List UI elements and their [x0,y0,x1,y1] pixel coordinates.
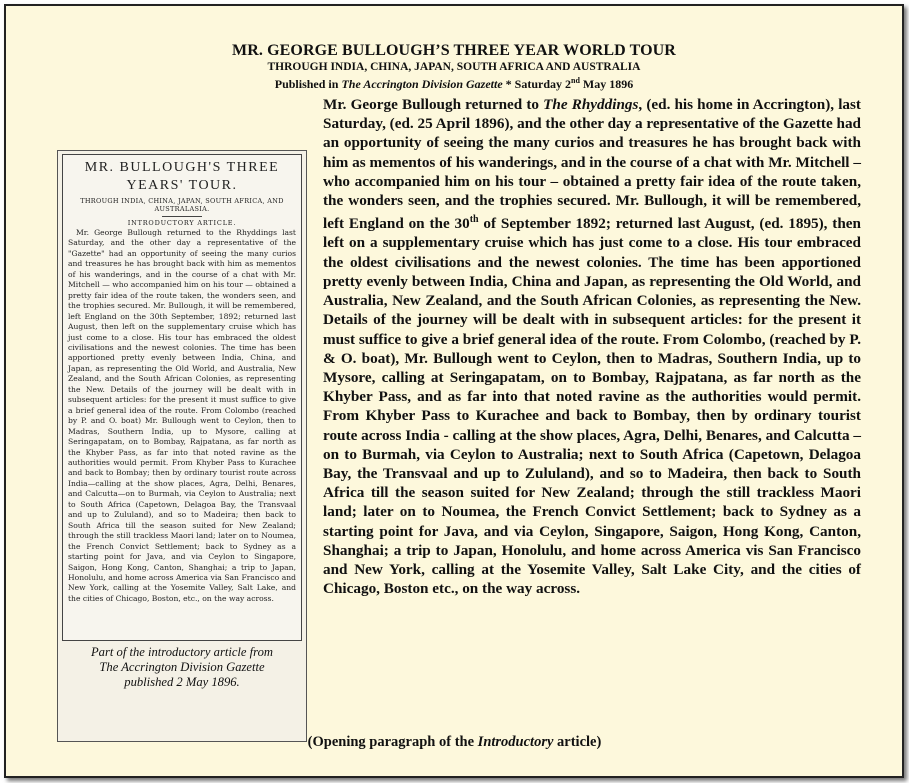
house-name: The Rhyddings [543,96,639,113]
publication-line: Published in The Accrington Division Gazette * Saturday 2nd May 1896 [274,76,634,91]
page-subtitle: THROUGH INDIA, CHINA, JAPAN, SOUTH AFRICA AND AUSTRALIA [267,61,641,73]
clipping-section-heading: INTRODUCTORY ARTICLE. [127,219,237,227]
clipping-text: Mr. George Bullough returned to the Rhyddings last Saturday, and the other day a representative of the "Gazette" had an opportunity of seeing the many curios and treasures he has brought back with him as mementos of his wanderings, and in the course of a chat with Mr. Mitchell — who accompanied him on his tour — obtained a pretty fair idea of the route taken, the wonders seen, and the trophies secured. Mr. Bullough, it will be remembered, left England on the 30th September, 1892; returned last August, then left on the supplementary cruise which has just come to a close. His tour has embraced the oldest civilisations and the newest colonies. The time has been apportioned pretty evenly between India, China, and Japan, as representing the Old World, and Australia, New Zealand, and the South African Colonies, as representing the New. Details of the journey will be dealt with in subsequent articles: for the present it must suffice to give a brief general idea of the route. From Colombo (reached by P. and O. boat) Mr. Bullough went to Ceylon, then to Madras, Southern India, up to Mysore, calling at Seringapatam, on to Bombay, Rajpatana, as far north as the Khyber Pass, as far into that noted ravine as the authorities would permit. From Khyber Pass to Kurachee and back to Bombay; then by ordinary tourist route across India—calling at the show places, Agra, Delhi, Benares, and Calcutta—on to Burmah, via Ceylon to Australia; next to South Africa (Capetown, Delagoa Bay, the Transvaal and up to Zululand), and so to Madeira; then back to South Africa till the season suited for New Zealand; through the still trackless Maori land; later on to Noumea, the French Convict Settlement; back to Sydney as a starting point for Java, and via Ceylon to Singapore, Saigon, Hong Kong, Canton, Shanghai; a trip to Japan, Honolulu, and home across America via San Francisco and New York, calling at the Yosemite Valley, Salt Lake, and the cities of Chicago, Boston, etc., on the way across. [68,228,296,603]
clipping-scan [62,154,302,641]
clipping-caption: Part of the introductory article from The Accrington Division Gazette published 2 May 1896. [90,645,273,690]
clipping-rule [162,216,202,217]
newspaper-clipping [57,150,307,742]
clipping-heading: MR. BULLOUGH'S THREE YEARS' TOUR. [84,160,280,193]
clipping-subheading: THROUGH INDIA, CHINA, JAPAN, SOUTH AFRICA, AND AUSTRALASIA. [80,197,284,213]
newspaper-name: The Accrington Division Gazette [341,77,503,91]
article-body: Mr. George Bullough returned to The Rhyddings, (ed. his home in Accrington), last Saturday, (ed. 25 April 1896), and the other day a representative of the Gazette had an opportunity of seeing the many curios and treasures he has brought back with him as mementos of his wanderings, and in the course of a chat with Mr. Mitchell – who accompanied him on his tour – obtained a pretty fair idea of the route taken, the wonders seen, and the trophies secured. Mr. Bullough, it will be remembered, left England on the 30th of September 1892; returned last August, (ed. 1895), then left on a supplementary cruise which has just come to a close. His tour embraced the oldest civilisations and the newest colonies. The time has been apportioned pretty evenly between India, China and Japan, as representing the Old World, and Australia, New Zealand, and the South African Colonies, as representing the New. Details of the journey will be dealt with in subsequent articles: for the present it must suffice to give a brief general idea of the route. From Colombo, (reached by P. & O. boat), Mr. Bullough went to Ceylon, then to Madras, Southern India, up to Mysore, calling at Seringapatam, on to Bombay, Rajpatana, as far north as the Khyber Pass, and as far into that noted ravine as the authorities would permit. From Khyber Pass to Kurachee and back to Bombay, then by ordinary tourist route across India - calling at the show places, Agra, Delhi, Benares, and Calcutta – on to Burmah, via Ceylon to Australia; next to South Africa (Capetown, Delagoa Bay, the Transvaal and up to Zululand), and so to Madeira, then back to South Africa till the season suited for New Zealand; through the still trackless Maori land; later on to Noumea, the French Convict Settlement; back to Sydney as a starting point for Java, and via Ceylon, Singapore, Saigon, Hong Kong, Canton, Shanghai; a trip to Japan, Honolulu, and home across America vis San Francisco and New York, calling at the Yosemite Valley, Salt Lake City, and the cities of Chicago, Boston etc., on the way across. [323,96,861,598]
footer-note: (Opening paragraph of the Introductory article) [307,734,602,750]
page-title: MR. GEORGE BULLOUGH’S THREE YEAR WORLD TOUR [232,42,676,59]
